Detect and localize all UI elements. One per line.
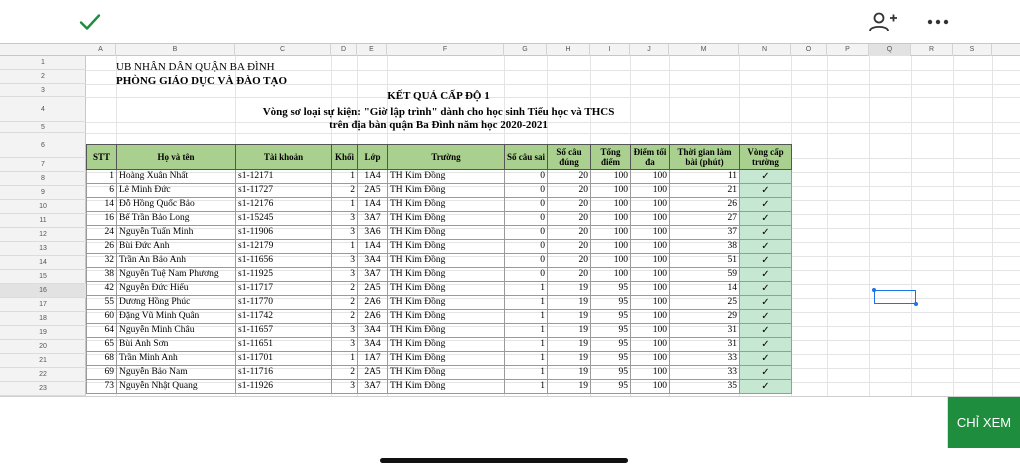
table-cell[interactable]: Đặng Vũ Minh Quân [117,310,236,324]
table-cell[interactable]: 100 [631,380,670,394]
table-row [87,282,792,296]
table-cell[interactable]: 3 [332,268,358,282]
row-header[interactable]: 18 [0,312,86,326]
table-cell[interactable]: TH Kim Đồng [388,170,505,184]
table-cell[interactable]: TH Kim Đồng [388,352,505,366]
table-cell[interactable]: 60 [87,310,117,324]
table-cell[interactable]: 0 [505,226,548,240]
table-cell[interactable]: TH Kim Đồng [388,366,505,380]
check-mark[interactable]: ✓ [740,212,792,226]
column-header[interactable]: D [331,44,357,56]
table-cell[interactable]: 3 [332,324,358,338]
table-cell[interactable]: 1A4 [358,198,388,212]
table-cell[interactable]: 100 [631,296,670,310]
column-header-bar [0,43,1020,56]
table-cell[interactable]: 25 [670,296,740,310]
table-cell[interactable]: 1 [505,338,548,352]
table-cell[interactable]: 19 [548,366,591,380]
table-cell[interactable]: 35 [670,380,740,394]
column-heading: Thời gian làm bài (phút) [670,145,740,170]
table-cell[interactable]: 2A5 [358,282,388,296]
check-mark[interactable]: ✓ [740,366,792,380]
column-heading: STT [87,145,117,170]
table-cell[interactable]: 95 [591,324,631,338]
table-cell[interactable]: 100 [591,170,631,184]
check-mark[interactable]: ✓ [740,254,792,268]
table-cell[interactable]: 100 [631,310,670,324]
table-cell[interactable]: Bùi Đức Anh [117,240,236,254]
table-row [87,184,792,198]
table-cell[interactable]: 33 [670,352,740,366]
table-cell[interactable]: 73 [87,380,117,394]
table-cell[interactable]: TH Kim Đồng [388,240,505,254]
table-cell[interactable]: Hoàng Xuân Nhất [117,170,236,184]
row-header[interactable]: 19 [0,326,86,340]
table-cell[interactable]: TH Kim Đồng [388,184,505,198]
table-header-row [87,145,792,170]
row-header[interactable]: 7 [0,158,86,172]
column-header[interactable]: I [590,44,630,56]
column-heading: Số câu đúng [548,145,591,170]
column-heading: Trường [388,145,505,170]
table-cell[interactable]: TH Kim Đồng [388,282,505,296]
table-cell[interactable]: TH Kim Đồng [388,296,505,310]
table-cell[interactable]: 2A6 [358,310,388,324]
table-cell[interactable]: 3A7 [358,268,388,282]
table-cell[interactable]: 31 [670,338,740,352]
table-cell[interactable]: Nguyễn Nhật Quang [117,380,236,394]
check-mark[interactable]: ✓ [740,380,792,394]
person-add-icon[interactable] [868,10,898,34]
table-cell[interactable]: 100 [591,268,631,282]
table-cell[interactable]: 1A7 [358,352,388,366]
table-cell[interactable]: 20 [548,226,591,240]
table-cell[interactable]: s1-12176 [236,198,332,212]
table-cell[interactable]: s1-11906 [236,226,332,240]
bottom-bar [0,396,1020,471]
row-header[interactable]: 15 [0,270,86,284]
table-cell[interactable]: 42 [87,282,117,296]
table-cell[interactable]: TH Kim Đồng [388,268,505,282]
table-cell[interactable]: s1-11651 [236,338,332,352]
table-row [87,380,792,394]
row-header[interactable]: 9 [0,186,86,200]
table-cell[interactable]: 100 [631,198,670,212]
check-mark[interactable]: ✓ [740,170,792,184]
table-cell[interactable]: 19 [548,338,591,352]
check-mark[interactable]: ✓ [740,338,792,352]
more-icon[interactable] [926,14,950,30]
check-icon[interactable] [78,10,102,34]
row-header[interactable]: 14 [0,256,86,270]
check-mark[interactable]: ✓ [740,184,792,198]
org-line-2: PHÒNG GIÁO DỤC VÀ ĐÀO TẠO [116,75,288,87]
table-cell[interactable]: 3 [332,338,358,352]
table-cell[interactable]: 0 [505,254,548,268]
row-header[interactable]: 11 [0,214,86,228]
column-header[interactable]: S [953,44,992,56]
table-cell[interactable]: 6 [87,184,117,198]
table-cell[interactable]: 3 [332,254,358,268]
table-cell[interactable]: 0 [505,212,548,226]
table-cell[interactable]: 2 [332,184,358,198]
table-cell[interactable]: 3A7 [358,380,388,394]
cell-grid[interactable] [86,56,1020,396]
column-header[interactable]: N [739,44,791,56]
table-cell[interactable]: 100 [591,226,631,240]
table-cell[interactable]: 1 [332,198,358,212]
table-cell[interactable]: 2A6 [358,296,388,310]
column-header[interactable]: J [630,44,669,56]
row-header-bar [0,56,86,396]
sheet-title: KẾT QUẢ CẤP ĐỘ 1 [387,90,490,102]
table-cell[interactable]: 51 [670,254,740,268]
check-mark[interactable]: ✓ [740,282,792,296]
check-mark[interactable]: ✓ [740,310,792,324]
table-cell[interactable]: Nguyễn Minh Châu [117,324,236,338]
table-cell[interactable]: s1-11717 [236,282,332,296]
table-cell[interactable]: 1 [505,282,548,296]
table-cell[interactable]: 19 [548,296,591,310]
table-cell[interactable]: 68 [87,352,117,366]
table-cell[interactable]: s1-11770 [236,296,332,310]
table-cell[interactable]: 1 [87,170,117,184]
column-heading: Điểm tối đa [631,145,670,170]
column-heading: Tài khoản [236,145,332,170]
sheet-subtitle-1: Vòng sơ loại sự kiện: "Giờ lập trình" dành cho học sinh Tiểu học và THCS [262,106,615,118]
table-cell[interactable]: Đỗ Hồng Quốc Bảo [117,198,236,212]
row-header[interactable]: 12 [0,228,86,242]
column-header[interactable]: E [357,44,387,56]
table-cell[interactable]: TH Kim Đồng [388,198,505,212]
table-cell[interactable]: 20 [548,268,591,282]
table-cell[interactable]: s1-11742 [236,310,332,324]
table-cell[interactable]: 3 [332,212,358,226]
column-header[interactable]: Q [869,44,911,56]
table-cell[interactable]: 3 [332,380,358,394]
table-cell[interactable]: 3A6 [358,226,388,240]
table-cell[interactable]: s1-11727 [236,184,332,198]
row-header[interactable]: 17 [0,298,86,312]
column-header[interactable]: F [387,44,504,56]
check-mark[interactable]: ✓ [740,324,792,338]
table-cell[interactable]: 100 [631,254,670,268]
org-line-1: UB NHÂN DÂN QUẬN BA ĐÌNH [116,61,275,73]
table-cell[interactable]: 1 [332,170,358,184]
table-cell[interactable]: Nguyễn Bảo Nam [117,366,236,380]
table-cell[interactable]: 20 [548,254,591,268]
table-cell[interactable]: Dương Hồng Phúc [117,296,236,310]
table-cell[interactable]: 37 [670,226,740,240]
table-cell[interactable]: 3A4 [358,254,388,268]
row-header[interactable]: 20 [0,340,86,354]
table-cell[interactable]: 32 [87,254,117,268]
row-header[interactable]: 13 [0,242,86,256]
table-cell[interactable]: 3A4 [358,338,388,352]
row-header[interactable]: 8 [0,172,86,186]
table-cell[interactable]: 2 [332,296,358,310]
table-cell[interactable]: 100 [631,282,670,296]
column-header[interactable]: P [827,44,869,56]
check-mark[interactable]: ✓ [740,352,792,366]
table-cell[interactable]: 19 [548,310,591,324]
table-cell[interactable]: TH Kim Đồng [388,212,505,226]
table-cell[interactable]: 69 [87,366,117,380]
row-header[interactable]: 1 [0,56,86,70]
table-cell[interactable]: 2A5 [358,366,388,380]
table-cell[interactable]: 100 [631,338,670,352]
table-cell[interactable]: TH Kim Đồng [388,310,505,324]
table-cell[interactable]: 0 [505,198,548,212]
row-header[interactable]: 5 [0,122,86,133]
column-heading: Tổng điểm [591,145,631,170]
row-header[interactable]: 21 [0,354,86,368]
table-cell[interactable]: 19 [548,282,591,296]
row-header[interactable]: 2 [0,70,86,84]
table-cell[interactable]: 1 [332,240,358,254]
table-cell[interactable]: 55 [87,296,117,310]
table-cell[interactable]: Trần Minh Anh [117,352,236,366]
table-cell[interactable]: 1 [505,296,548,310]
table-row [87,338,792,352]
table-cell[interactable]: 1 [505,324,548,338]
table-cell[interactable]: 65 [87,338,117,352]
table-row [87,268,792,282]
table-cell[interactable]: 20 [548,198,591,212]
column-header[interactable]: G [504,44,547,56]
table-cell[interactable]: s1-12179 [236,240,332,254]
table-cell[interactable]: 100 [631,268,670,282]
table-cell[interactable]: 100 [631,352,670,366]
table-cell[interactable]: 0 [505,170,548,184]
table-cell[interactable]: 38 [670,240,740,254]
view-only-button[interactable]: CHỈ XEM [948,397,1020,448]
check-mark[interactable]: ✓ [740,198,792,212]
table-cell[interactable]: s1-11657 [236,324,332,338]
table-cell[interactable]: 29 [670,310,740,324]
table-cell[interactable]: 100 [591,254,631,268]
table-cell[interactable]: s1-11701 [236,352,332,366]
formula-bar[interactable] [0,397,948,448]
table-row [87,212,792,226]
table-cell[interactable]: 20 [548,170,591,184]
table-cell[interactable]: Nguyễn Tuấn Minh [117,226,236,240]
column-header[interactable]: C [235,44,331,56]
table-cell[interactable]: 38 [87,268,117,282]
table-cell[interactable]: TH Kim Đồng [388,380,505,394]
table-cell[interactable]: 31 [670,324,740,338]
table-cell[interactable]: 1 [505,352,548,366]
table-cell[interactable]: 95 [591,338,631,352]
table-cell[interactable]: 100 [631,184,670,198]
column-header[interactable]: R [911,44,953,56]
table-cell[interactable]: Trần An Bảo Anh [117,254,236,268]
table-cell[interactable]: 95 [591,296,631,310]
table-cell[interactable]: Nguyễn Tuệ Nam Phương [117,268,236,282]
table-cell[interactable]: 100 [631,324,670,338]
table-cell[interactable]: 1A4 [358,170,388,184]
table-row [87,352,792,366]
row-header[interactable]: 22 [0,368,86,382]
table-cell[interactable]: 3 [332,226,358,240]
table-cell[interactable]: Nguyễn Đức Hiếu [117,282,236,296]
table-row [87,254,792,268]
table-cell[interactable]: 16 [87,212,117,226]
check-mark[interactable]: ✓ [740,226,792,240]
column-header[interactable]: M [669,44,739,56]
table-cell[interactable]: s1-11716 [236,366,332,380]
spreadsheet[interactable] [0,43,1020,396]
row-header[interactable]: 3 [0,84,86,97]
table-cell[interactable]: 26 [670,198,740,212]
table-cell[interactable]: 3A7 [358,212,388,226]
selected-cell[interactable] [874,290,916,304]
table-cell[interactable]: TH Kim Đồng [388,338,505,352]
home-indicator [380,458,628,463]
table-cell[interactable]: 95 [591,310,631,324]
row-header[interactable]: 4 [0,97,86,122]
column-heading: Khối [332,145,358,170]
table-cell[interactable]: 100 [591,212,631,226]
row-header[interactable]: 10 [0,200,86,214]
table-cell[interactable]: 1 [505,310,548,324]
table-cell[interactable]: 26 [87,240,117,254]
table-cell[interactable]: 95 [591,352,631,366]
table-cell[interactable]: Bế Trần Bảo Long [117,212,236,226]
table-row [87,366,792,380]
table-cell[interactable]: 19 [548,380,591,394]
table-row [87,310,792,324]
table-cell[interactable]: 100 [631,226,670,240]
table-cell[interactable]: TH Kim Đồng [388,226,505,240]
table-cell[interactable]: Lê Minh Đức [117,184,236,198]
table-cell[interactable]: Bùi Anh Sơn [117,338,236,352]
check-mark[interactable]: ✓ [740,240,792,254]
table-cell[interactable]: 21 [670,184,740,198]
table-cell[interactable]: 3A4 [358,324,388,338]
table-row [87,296,792,310]
row-header[interactable]: 16 [0,284,86,298]
table-cell[interactable]: 14 [87,198,117,212]
column-heading: Lớp [358,145,388,170]
table-cell[interactable]: 0 [505,268,548,282]
table-cell[interactable]: 11 [670,170,740,184]
column-heading: Số câu sai [505,145,548,170]
table-row [87,198,792,212]
table-cell[interactable]: 100 [591,198,631,212]
table-cell[interactable]: 1A4 [358,240,388,254]
table-cell[interactable]: s1-15245 [236,212,332,226]
table-cell[interactable]: 95 [591,380,631,394]
table-cell[interactable]: TH Kim Đồng [388,254,505,268]
table-cell[interactable]: s1-12171 [236,170,332,184]
table-row [87,240,792,254]
table-cell[interactable]: TH Kim Đồng [388,324,505,338]
table-cell[interactable]: 0 [505,184,548,198]
table-cell[interactable]: 1 [505,366,548,380]
table-row [87,324,792,338]
table-cell[interactable]: 100 [591,240,631,254]
table-cell[interactable]: 1 [505,380,548,394]
table-cell[interactable]: 100 [631,366,670,380]
table-cell[interactable]: 2 [332,366,358,380]
table-cell[interactable]: 19 [548,324,591,338]
table-cell[interactable]: 19 [548,352,591,366]
column-header[interactable]: A [86,44,116,56]
table-cell[interactable]: 100 [631,240,670,254]
table-cell[interactable]: 33 [670,366,740,380]
table-cell[interactable]: 2 [332,310,358,324]
table-cell[interactable]: 0 [505,240,548,254]
table-cell[interactable]: 64 [87,324,117,338]
row-header[interactable]: 23 [0,382,86,396]
table-cell[interactable]: 95 [591,366,631,380]
table-row [87,170,792,184]
row-header[interactable]: 6 [0,133,86,158]
table-cell[interactable]: 20 [548,212,591,226]
table-cell[interactable]: 100 [591,184,631,198]
column-header[interactable]: O [791,44,827,56]
table-cell[interactable]: s1-11925 [236,268,332,282]
column-heading: Họ và tên [117,145,236,170]
results-table [86,144,792,394]
table-cell[interactable]: s1-11926 [236,380,332,394]
table-cell[interactable]: 2 [332,282,358,296]
column-header[interactable]: H [547,44,590,56]
table-cell[interactable]: 20 [548,240,591,254]
table-cell[interactable]: 59 [670,268,740,282]
table-cell[interactable]: 100 [631,170,670,184]
table-cell[interactable]: 20 [548,184,591,198]
table-cell[interactable]: 1 [332,352,358,366]
table-row [87,226,792,240]
check-mark[interactable]: ✓ [740,268,792,282]
top-toolbar [0,0,1020,43]
column-heading: Vòng cấp trường [740,145,792,170]
table-cell[interactable]: 100 [631,212,670,226]
table-cell[interactable]: 27 [670,212,740,226]
table-cell[interactable]: 95 [591,282,631,296]
table-cell[interactable]: s1-11656 [236,254,332,268]
table-cell[interactable]: 14 [670,282,740,296]
sheet-subtitle-2: trên địa bàn quận Ba Đình năm học 2020-2021 [329,119,548,131]
column-header[interactable]: B [116,44,235,56]
table-cell[interactable]: 24 [87,226,117,240]
table-cell[interactable]: 2A5 [358,184,388,198]
check-mark[interactable]: ✓ [740,296,792,310]
